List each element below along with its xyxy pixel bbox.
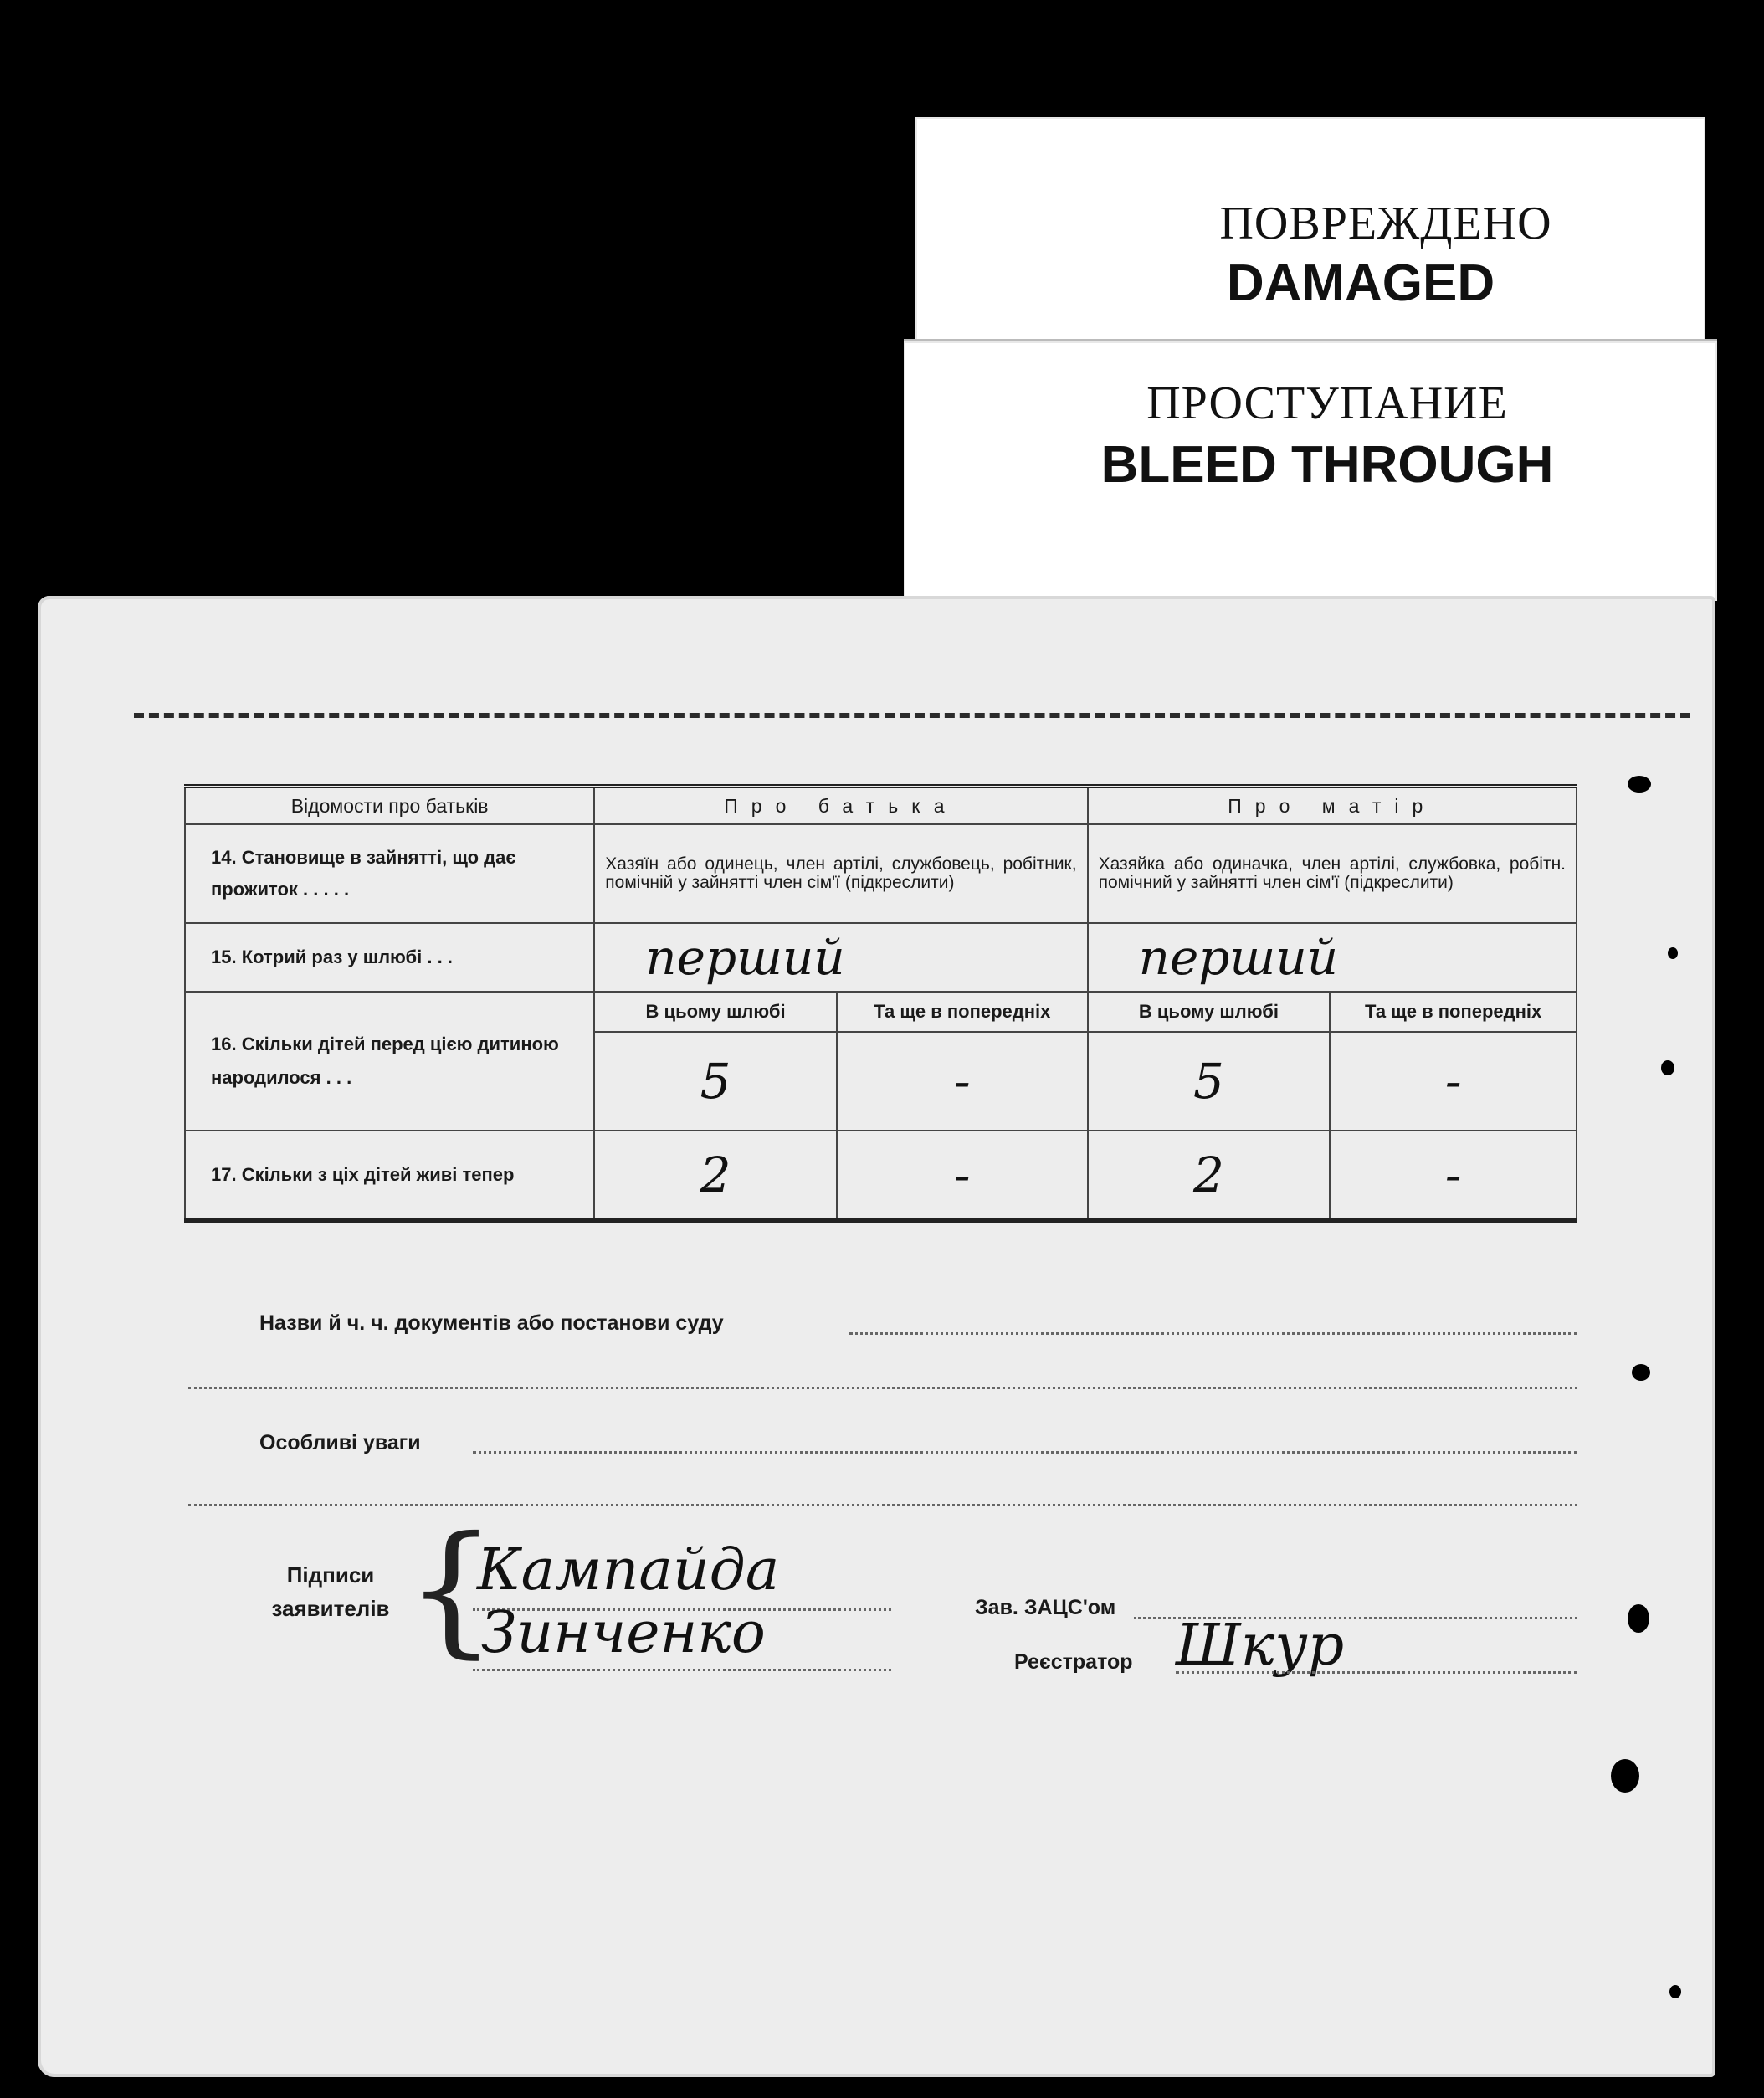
- applicant-signature-1: Кампайда: [477, 1537, 780, 1603]
- sub-header-father-prev: Та ще в попередніх: [837, 992, 1088, 1032]
- bleed-through-label-card: [904, 339, 1717, 601]
- documents-dotted-line: [849, 1332, 1577, 1335]
- sub-header-mother-prev: Та ще в попередніх: [1330, 992, 1577, 1032]
- question-14: 14. Становище в зайнятті, що дає прожиток . . . . .: [185, 824, 594, 923]
- sub-header-father-this: В цьому шлюбі: [594, 992, 837, 1032]
- applicants-label: [234, 1558, 427, 1625]
- bleed-label-ru: ПРОСТУПАНИЕ: [1146, 377, 1508, 429]
- answer-16-mother-this: 5: [1088, 1032, 1331, 1131]
- remarks-label: Особливі уваги: [259, 1431, 421, 1454]
- cut-line: [134, 713, 1690, 718]
- paper-hole: [1661, 1060, 1674, 1075]
- applicant-signature-2: Зинченко: [481, 1600, 766, 1666]
- question-15: 15. Котрий раз у шлюбі . . .: [185, 923, 594, 992]
- answer-17-mother-prev: -: [1330, 1131, 1577, 1221]
- question-16: 16. Скільки дітей перед цією дитиною народилося . . .: [185, 992, 594, 1131]
- damaged-label-en: DAMAGED: [1226, 254, 1495, 312]
- answer-17-father-this: 2: [594, 1131, 837, 1221]
- documents-dotted-line-2: [188, 1387, 1577, 1389]
- paper-hole: [1611, 1759, 1639, 1793]
- answer-15-mother: перший: [1088, 923, 1577, 992]
- remarks-dotted-line: [473, 1451, 1577, 1454]
- answer-16-mother-prev: -: [1330, 1032, 1577, 1131]
- father-header: Про батька: [594, 787, 1087, 825]
- signatures-brace: {: [406, 1506, 497, 1672]
- paper-hole: [1632, 1364, 1650, 1381]
- parents-info-table: [184, 784, 1577, 1223]
- applicants-label-line-1: Підписи: [286, 1562, 375, 1588]
- answer-14-mother: Хазяйка або одиначка, член артілі, службовка, робітн. помічний у зайнятті член сім'ї (підкреслити): [1088, 824, 1577, 923]
- bleed-label-en: BLEED THROUGH: [1100, 436, 1554, 494]
- documents-label: Назви й ч. ч. документів або постанови суду: [259, 1311, 724, 1335]
- answer-14-father: Хазяїн або одинець, член артілі, службовець, робітник, помічній у зайнятті член сім'ї (підкреслити): [594, 824, 1087, 923]
- table-col-header: Відомости про батьків: [185, 787, 594, 825]
- document-page: [38, 596, 1715, 2077]
- applicant-2-line: [473, 1669, 891, 1671]
- answer-16-father-prev: -: [837, 1032, 1088, 1131]
- applicants-label-line-2: заявителів: [271, 1596, 390, 1621]
- registrar-signature: Шкур: [1176, 1613, 1345, 1679]
- answer-17-father-prev: -: [837, 1131, 1088, 1221]
- damaged-label-card: [915, 117, 1705, 343]
- answer-15-father: перший: [594, 923, 1087, 992]
- paper-hole: [1669, 1985, 1681, 1998]
- head-registry-label: Зав. ЗАЦС'ом: [975, 1596, 1116, 1619]
- sub-header-mother-this: В цьому шлюбі: [1088, 992, 1331, 1032]
- paper-hole: [1668, 947, 1678, 959]
- registrar-label: Реєстратор: [1014, 1650, 1133, 1674]
- answer-17-mother-this: 2: [1088, 1131, 1331, 1221]
- mother-header: Про матір: [1088, 787, 1577, 825]
- question-17: 17. Скільки з ціх дітей живі тепер: [185, 1131, 594, 1221]
- answer-16-father-this: 5: [594, 1032, 837, 1131]
- paper-hole: [1628, 1604, 1649, 1633]
- registrar-line: [1176, 1671, 1577, 1674]
- damaged-label-ru: ПОВРЕЖДЕНО: [1219, 197, 1552, 249]
- remarks-dotted-line-2: [188, 1504, 1577, 1506]
- paper-hole: [1628, 776, 1651, 793]
